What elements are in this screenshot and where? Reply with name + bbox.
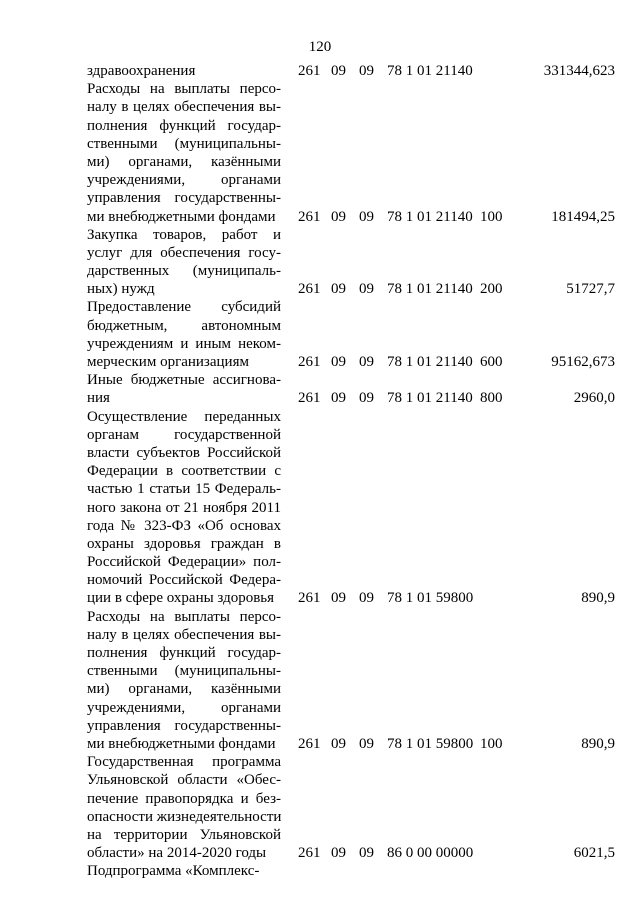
row-description <box>87 80 281 226</box>
amount: 95162,673 <box>551 354 615 370</box>
target-article-code: 78 1 01 21140 <box>387 390 473 407</box>
description-line: налу в целях обеспечения вы- <box>87 626 281 643</box>
description-line: дарственных (муниципаль- <box>87 263 281 280</box>
target-article-code: 86 0 00 00000 <box>387 845 474 862</box>
department-code: 261 <box>298 735 321 752</box>
subsection-code: 09 <box>359 281 374 298</box>
subsection-code: 09 <box>359 208 374 225</box>
expense-type-code: 200 <box>480 281 503 298</box>
description-line: Подпрограмма «Комплекс- <box>87 863 260 880</box>
department-code: 261 <box>298 845 321 862</box>
amount: 890,9 <box>581 590 615 607</box>
description-line: ми) органами, казёнными <box>87 153 281 170</box>
description-line: ми) органами, казёнными <box>87 681 281 698</box>
description-line: Государственная программа <box>87 754 281 771</box>
amount: 331344,623 <box>543 63 615 79</box>
table-row <box>87 371 627 407</box>
description-line: услуг для обеспечения госу- <box>87 244 281 261</box>
description-line: учреждениями, органами <box>87 172 281 189</box>
table-row <box>87 62 627 80</box>
department-code: 261 <box>298 281 321 298</box>
description-line: Расходы на выплаты персо- <box>87 81 281 98</box>
expense-type-code: 800 <box>480 390 503 407</box>
description-line: управления государственны- <box>87 190 281 207</box>
row-description <box>87 62 281 80</box>
subsection-code: 09 <box>359 590 374 607</box>
amount: 890,9 <box>581 735 615 752</box>
target-article-code: 78 1 01 59800 <box>387 735 474 752</box>
description-line: полнения функций государ- <box>87 117 281 134</box>
description-line: области» на 2014-2020 годы <box>87 845 267 862</box>
row-description <box>87 371 281 407</box>
expense-type-code: 100 <box>480 208 503 225</box>
description-line: полнения функций государ- <box>87 645 281 661</box>
description-line: охраны здоровья граждан в <box>87 535 281 552</box>
table-row <box>87 753 627 862</box>
target-article-code: 78 1 01 21140 <box>387 281 473 298</box>
description-line: номочий Российской Федера- <box>87 572 281 589</box>
subsection-code: 09 <box>359 390 374 407</box>
table-row <box>87 80 627 226</box>
description-line: ных) нужд <box>87 281 155 298</box>
row-description <box>87 298 281 371</box>
department-code: 261 <box>298 590 321 607</box>
amount: 181494,25 <box>551 208 615 225</box>
description-line: учреждениям и иным неком- <box>87 335 281 352</box>
description-line: на территории Ульяновской <box>87 826 281 843</box>
description-line: ния <box>87 390 110 407</box>
description-line: управления государственны- <box>87 717 281 734</box>
table-row <box>87 862 627 880</box>
subsection-code: 09 <box>359 845 374 862</box>
expense-type-code: 600 <box>480 354 503 370</box>
target-article-code: 78 1 01 21140 <box>387 208 473 225</box>
subsection-code: 09 <box>359 354 374 370</box>
row-description <box>87 753 281 862</box>
section-code: 09 <box>331 208 346 225</box>
description-line: органам государственной <box>87 426 281 443</box>
section-code: 09 <box>331 845 346 862</box>
description-line: Иные бюджетные ассигнова- <box>87 372 281 389</box>
description-line: Ульяновской области «Обес- <box>87 772 281 789</box>
description-line: власти субъектов Российской <box>87 444 281 461</box>
description-line: Предоставление субсидий <box>87 299 281 316</box>
row-description <box>87 226 281 299</box>
row-description <box>87 408 281 608</box>
description-line: учреждениями, органами <box>87 699 281 716</box>
description-line: Федерации в соответствии с <box>87 463 281 480</box>
description-line: Расходы на выплаты персо- <box>87 608 281 625</box>
row-description <box>87 862 281 880</box>
description-line: ственными (муниципальны- <box>87 135 281 152</box>
description-line: ственными (муниципальны- <box>87 663 281 680</box>
amount: 6021,5 <box>573 845 615 862</box>
budget-table <box>87 62 627 880</box>
page-number: 120 <box>308 39 332 55</box>
row-description <box>87 608 281 754</box>
department-code: 261 <box>298 390 321 407</box>
description-line: ного закона от 21 ноября 2011 <box>87 499 281 516</box>
description-line: Российской Федерации» пол- <box>87 554 281 571</box>
amount: 51727,7 <box>566 281 615 298</box>
section-code: 09 <box>331 63 346 79</box>
description-line: налу в целях обеспечения вы- <box>87 99 281 116</box>
description-line: печение правопорядка и без- <box>87 790 281 807</box>
description-line: ции в сфере охраны здоровья <box>87 590 275 607</box>
amount: 2960,0 <box>573 390 615 407</box>
description-line: ми внебюджетными фондами <box>87 208 276 225</box>
department-code: 261 <box>298 354 321 370</box>
target-article-code: 78 1 01 21140 <box>387 63 473 79</box>
section-code: 09 <box>331 354 346 370</box>
expense-type-code: 100 <box>480 735 503 752</box>
description-line: частью 1 статьи 15 Федераль- <box>87 481 281 498</box>
table-row <box>87 226 627 299</box>
description-line: года № 323-ФЗ «Об основах <box>87 517 281 534</box>
section-code: 09 <box>331 390 346 407</box>
table-row <box>87 298 627 371</box>
description-line: здравоохранения <box>87 63 196 79</box>
subsection-code: 09 <box>359 63 374 79</box>
department-code: 261 <box>298 63 321 79</box>
target-article-code: 78 1 01 59800 <box>387 590 474 607</box>
description-line: Закупка товаров, работ и <box>87 226 281 243</box>
table-row <box>87 408 627 608</box>
table-row <box>87 608 627 754</box>
section-code: 09 <box>331 735 346 752</box>
description-line: опасности жизнедеятельности <box>87 808 282 825</box>
subsection-code: 09 <box>359 735 374 752</box>
department-code: 261 <box>298 208 321 225</box>
target-article-code: 78 1 01 21140 <box>387 354 473 370</box>
description-line: Осуществление переданных <box>87 408 281 425</box>
description-line: мерческим организациям <box>87 354 249 370</box>
description-line: ми внебюджетными фондами <box>87 735 276 752</box>
description-line: бюджетным, автономным <box>87 317 281 334</box>
section-code: 09 <box>331 281 346 298</box>
section-code: 09 <box>331 590 346 607</box>
